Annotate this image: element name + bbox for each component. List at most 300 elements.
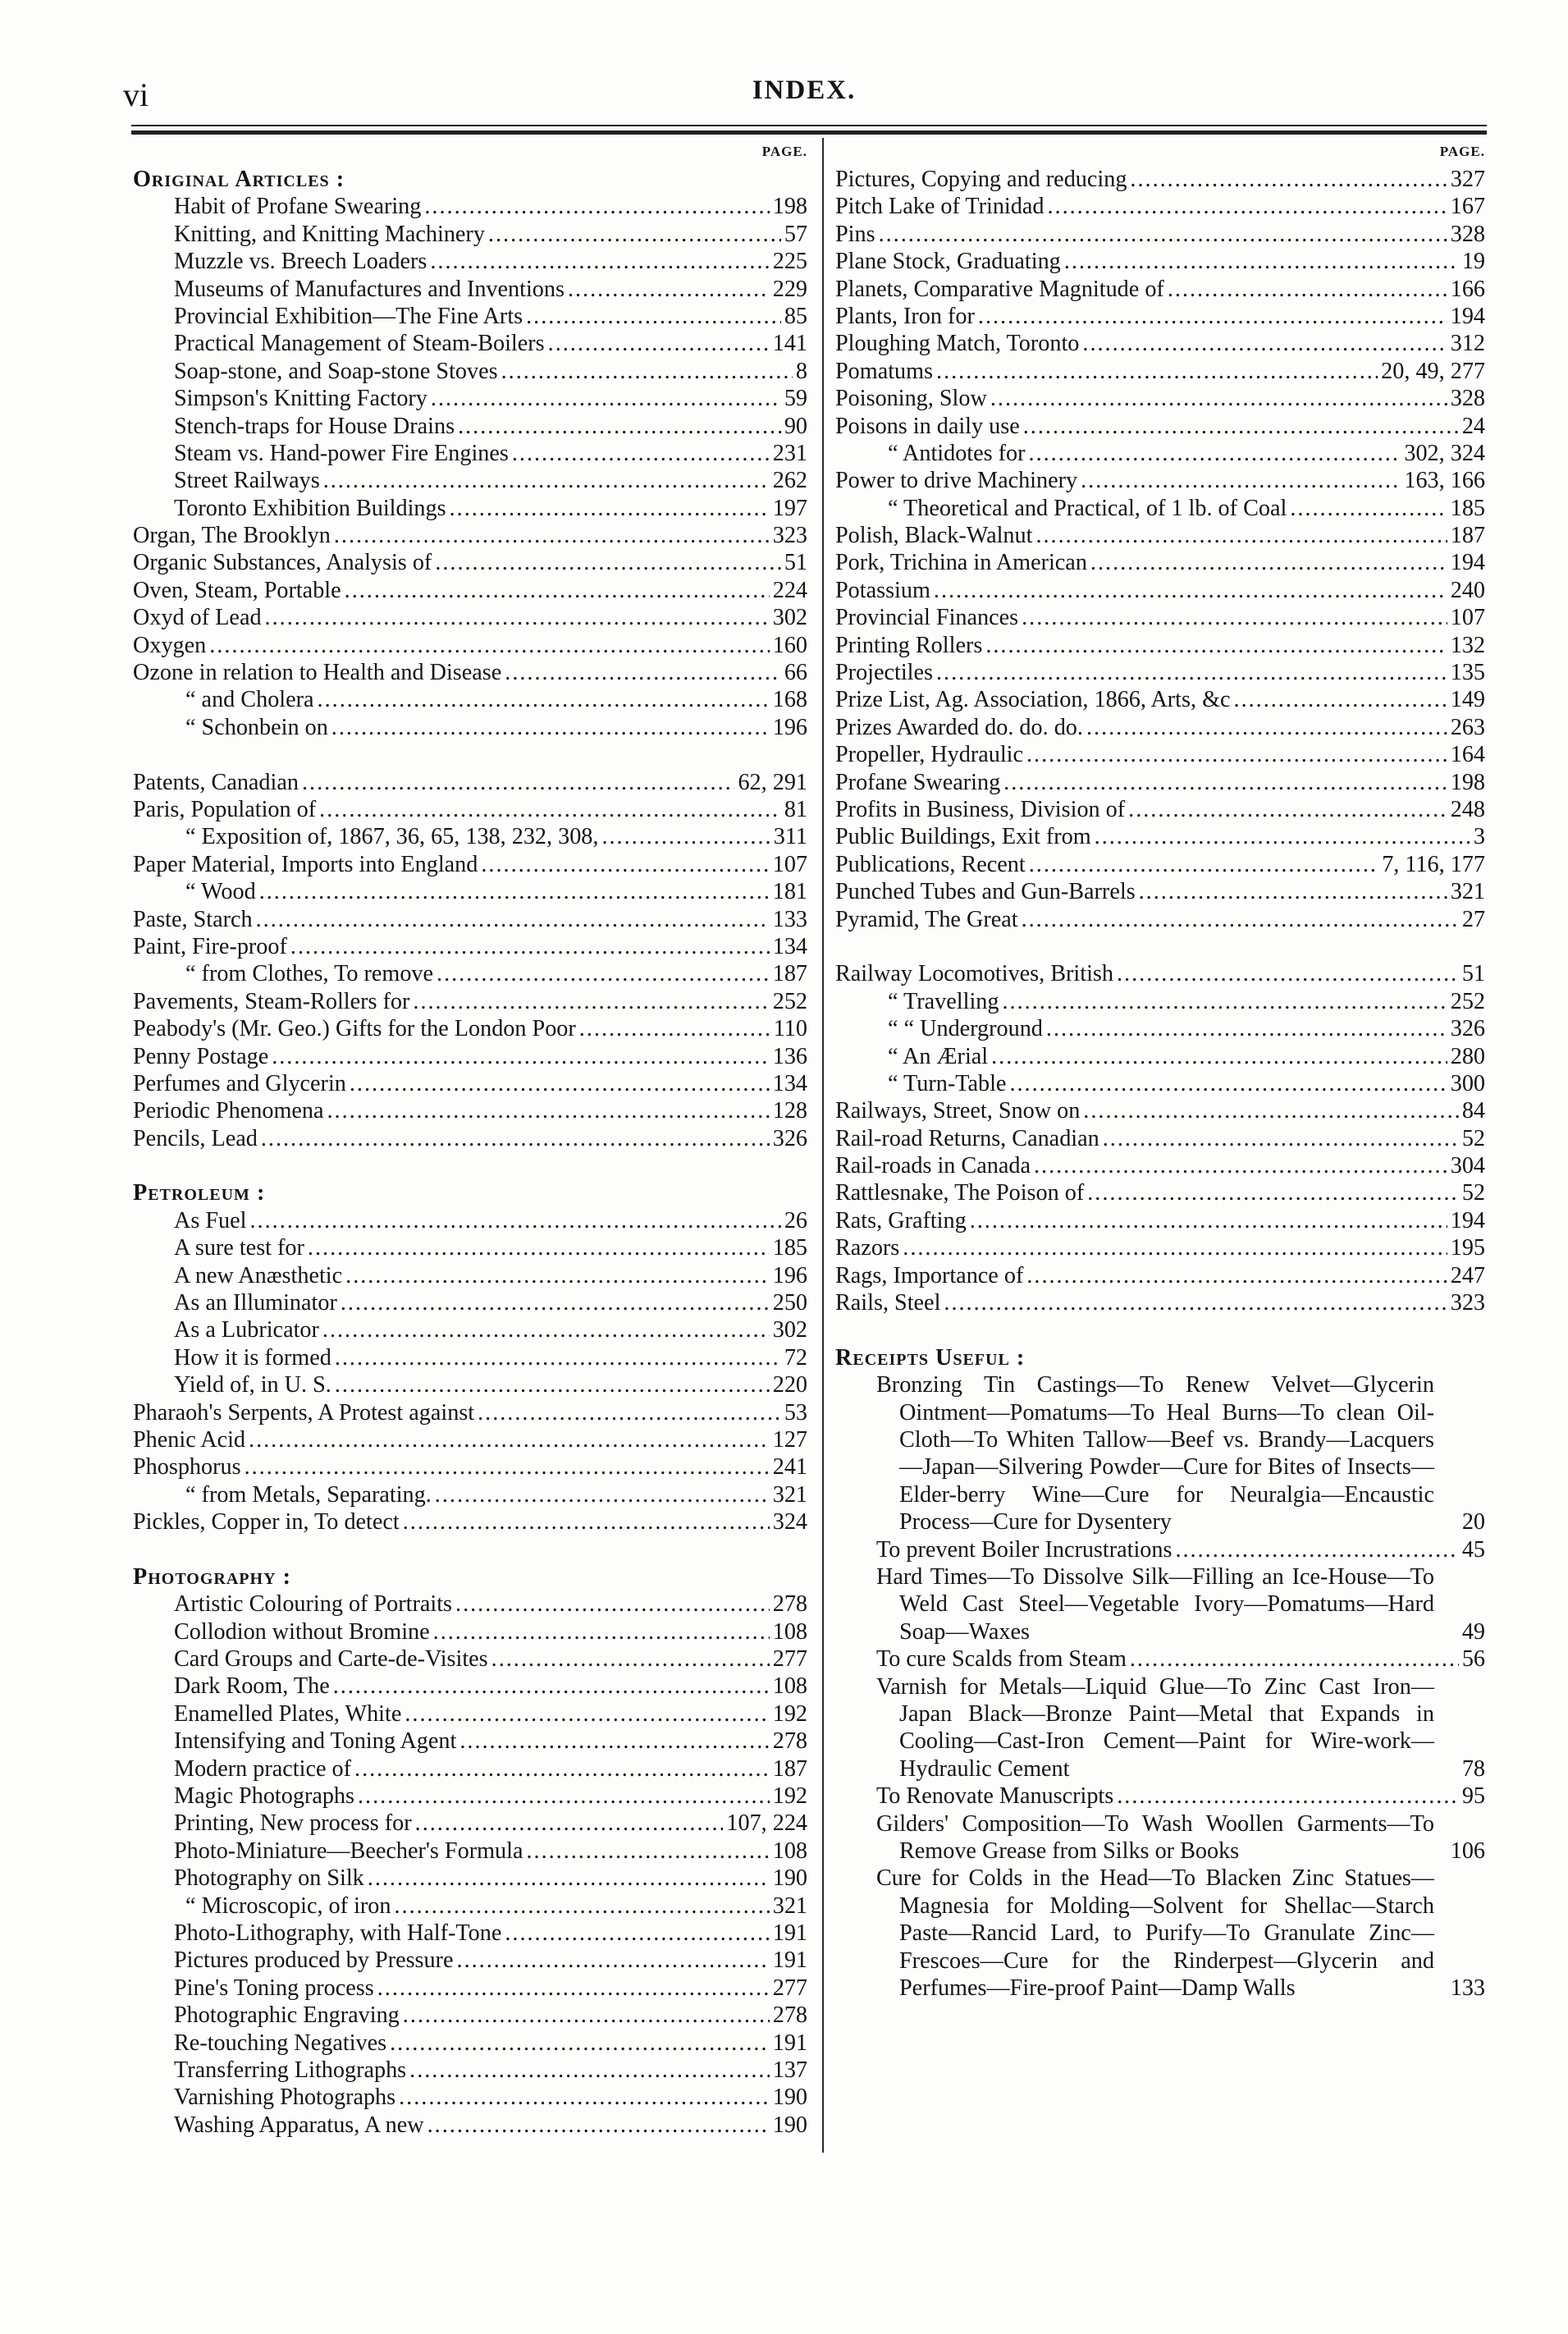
dot-leader <box>1035 522 1447 549</box>
entry-page: 141 <box>772 331 807 357</box>
entry-text: As Fuel <box>174 1207 247 1233</box>
entry-text: Power to drive Machinery <box>835 468 1078 494</box>
entry-text: Street Railways <box>174 468 320 494</box>
entry-page: 312 <box>1450 331 1485 357</box>
entry-text: “ Turn-Table <box>888 1070 1007 1096</box>
dot-leader <box>433 1618 770 1645</box>
index-entry <box>835 1152 1485 1179</box>
dot-leader <box>308 1234 770 1261</box>
dot-leader <box>341 1289 770 1316</box>
index-entry <box>835 1289 1485 1316</box>
dot-leader <box>1139 878 1447 905</box>
entry-text: Public Buildings, Exit from <box>835 824 1091 850</box>
entry-text: Potassium <box>835 577 930 603</box>
entry-text: Practical Management of Steam-Boilers <box>174 331 545 357</box>
index-entry <box>133 1207 807 1234</box>
entry-page: 185 <box>772 1235 807 1261</box>
dot-leader <box>1022 604 1447 631</box>
dot-leader <box>459 1728 769 1755</box>
dot-leader <box>1081 467 1401 494</box>
entry-page: 224 <box>772 577 807 603</box>
index-entry <box>133 1043 807 1070</box>
dot-leader <box>265 604 770 631</box>
entry-page: 57 <box>784 221 807 247</box>
dot-leader <box>1087 1179 1459 1206</box>
entry-text: “ Exposition of, 1867, 36, 65, 138, 232, 308, <box>185 824 599 850</box>
index-entry <box>133 221 807 248</box>
entry-text: Profane Swearing <box>835 769 1001 795</box>
entry-page: 20, 49, 277 <box>1381 358 1485 384</box>
entry-page: 328 <box>1450 221 1485 247</box>
entry-text: Rats, Grafting <box>835 1207 967 1233</box>
entry-page: 107 <box>772 851 807 877</box>
dot-leader <box>249 1426 770 1453</box>
entry-page: 8 <box>795 358 807 384</box>
entry-page: 133 <box>772 906 807 932</box>
entry-text: Museums of Manufactures and Inventions <box>174 276 565 302</box>
entry-text: Pictures produced by Pressure <box>174 1947 454 1974</box>
entry-page: 132 <box>1450 632 1485 658</box>
dot-leader <box>399 2084 770 2111</box>
index-entry <box>133 604 807 631</box>
dot-leader <box>512 440 770 467</box>
dot-leader <box>505 659 781 686</box>
index-entry <box>133 1920 807 1947</box>
index-entry <box>133 358 807 385</box>
index-entry <box>835 413 1485 440</box>
entry-page: 194 <box>1450 550 1485 576</box>
section-heading: Receipts Useful : <box>835 1344 1026 1371</box>
entry-text: Planets, Comparative Magnitude of <box>835 276 1164 302</box>
index-entry <box>133 1453 807 1480</box>
entry-text: Railways, Street, Snow on <box>835 1098 1081 1124</box>
entry-page: 304 <box>1450 1153 1485 1179</box>
entry-page: 191 <box>772 1920 807 1946</box>
entry-page: 302 <box>772 605 807 631</box>
dot-leader <box>1128 796 1447 823</box>
index-entry <box>133 1262 807 1289</box>
page-column-label: PAGE. <box>1439 144 1485 159</box>
entry-text: Rags, Importance of <box>835 1262 1024 1288</box>
dot-leader <box>526 303 781 330</box>
dot-leader <box>1047 193 1447 220</box>
index-entry <box>133 1673 807 1700</box>
index-entry <box>835 1783 1485 1810</box>
index-entry <box>835 495 1485 522</box>
entry-page: 241 <box>772 1454 807 1480</box>
index-entry <box>133 1289 807 1316</box>
index-entry <box>133 2057 807 2084</box>
dot-leader <box>481 851 769 878</box>
index-entry <box>133 878 807 905</box>
dot-leader <box>936 659 1447 686</box>
dot-leader <box>548 330 770 357</box>
entry-page: 20 <box>1461 1509 1485 1535</box>
entry-page: 90 <box>784 413 807 439</box>
entry-text: Printing Rollers <box>835 632 983 658</box>
index-entry <box>835 906 1485 933</box>
entry-text: Phenic Acid <box>133 1426 246 1453</box>
entry-page: 187 <box>772 1755 807 1782</box>
dot-leader <box>435 1481 770 1508</box>
dot-leader <box>1064 248 1459 275</box>
index-entry-paragraph <box>835 1865 1485 2002</box>
entry-text: “ Schonbein on <box>185 714 328 740</box>
section-heading: Petroleum : <box>133 1180 266 1206</box>
entry-text: Habit of Profane Swearing <box>174 194 422 220</box>
entry-page: 277 <box>772 1975 807 2001</box>
entry-text: Plane Stock, Graduating <box>835 249 1061 275</box>
index-entry <box>835 522 1485 549</box>
entry-text: Patents, Canadian <box>133 769 299 795</box>
page-header <box>123 76 1485 113</box>
entry-page: 321 <box>772 1481 807 1508</box>
entry-page: 163, 166 <box>1404 468 1485 494</box>
dot-leader <box>491 1645 770 1673</box>
index-entry <box>133 851 807 878</box>
entry-text: Pharaoh's Serpents, A Protest against <box>133 1399 475 1426</box>
index-entry <box>835 276 1485 303</box>
entry-text: Steam vs. Hand-power Fire Engines <box>174 440 509 466</box>
dot-leader <box>985 632 1447 659</box>
section-gap <box>133 741 807 768</box>
dot-leader <box>323 467 770 494</box>
index-entry <box>835 440 1485 467</box>
index-entry <box>835 1097 1485 1124</box>
dot-leader <box>1095 823 1470 850</box>
dot-leader <box>261 1125 770 1152</box>
dot-leader <box>1002 988 1447 1015</box>
index-entry <box>835 714 1485 741</box>
entry-page: 164 <box>1450 742 1485 768</box>
index-entry <box>133 1371 807 1398</box>
entry-page: 280 <box>1450 1043 1485 1069</box>
index-entry <box>133 988 807 1015</box>
entry-text: Pyramid, The Great <box>835 906 1018 932</box>
index-entry <box>133 1755 807 1783</box>
entry-text: Collodion without Bromine <box>174 1618 430 1645</box>
entry-page: 196 <box>772 1262 807 1288</box>
entry-text: Poisons in daily use <box>835 413 1020 439</box>
index-entry <box>835 1262 1485 1289</box>
entry-text: Phosphorus <box>133 1454 241 1480</box>
entry-text: Artistic Colouring of Portraits <box>174 1591 453 1618</box>
dot-leader <box>403 2002 770 2029</box>
entry-text: A sure test for <box>174 1235 304 1261</box>
dot-leader <box>327 1097 770 1124</box>
entry-page: 19 <box>1461 249 1485 275</box>
index-entry <box>835 193 1485 220</box>
dot-leader <box>1130 1645 1459 1673</box>
entry-text: Plants, Iron for <box>835 303 975 329</box>
entry-page: 168 <box>772 687 807 713</box>
entry-page: 194 <box>1450 1207 1485 1233</box>
index-entry-paragraph <box>835 1371 1485 1535</box>
entry-text: Bronzing Tin Castings—To Renew Velvet—Glycerin Ointment—Pomatums—To Heal Burns—To clean Oil-Cloth—To Whiten Tallow—Beef vs. Brandy—Lacquers—Japan—Silvering Powder—Cure for Bites of Insects—Elder-berry Wine—Cure for Neuralgia—Encaustic Process—Cure for Dysentery <box>876 1372 1434 1535</box>
entry-text: Pictures, Copying and reducing <box>835 167 1127 192</box>
dot-leader <box>1086 714 1447 741</box>
dot-leader <box>1117 960 1459 987</box>
dot-leader <box>245 1453 770 1480</box>
entry-page: 136 <box>772 1043 807 1069</box>
index-entry <box>133 1234 807 1261</box>
index-column-right <box>835 138 1485 2002</box>
entry-page: 108 <box>772 1837 807 1864</box>
entry-text: Varnishing Photographs <box>174 2085 396 2111</box>
dot-leader <box>437 960 770 987</box>
index-entry-paragraph <box>835 1810 1485 1865</box>
entry-text: Transferring Lithographs <box>174 2057 407 2083</box>
entry-page: 187 <box>1450 523 1485 549</box>
entry-page: 108 <box>772 1673 807 1700</box>
index-entry <box>835 1234 1485 1261</box>
index-entry <box>133 823 807 850</box>
index-entry <box>835 604 1485 631</box>
entry-text: Pencils, Lead <box>133 1125 258 1151</box>
entry-text: Pine's Toning process <box>174 1975 374 2001</box>
index-entry-paragraph <box>835 1673 1485 1783</box>
entry-page: 326 <box>1450 1016 1485 1042</box>
entry-page: 45 <box>1461 1536 1485 1563</box>
index-entry <box>835 166 1485 193</box>
entry-text: As an Illuminator <box>174 1290 337 1316</box>
entry-text: “ Antidotes for <box>888 440 1026 466</box>
dot-leader <box>424 193 769 220</box>
running-title: INDEX. <box>752 76 857 105</box>
entry-page: 195 <box>1450 1235 1485 1261</box>
entry-text: Rail-roads in Canada <box>835 1153 1031 1179</box>
dot-leader <box>1117 1783 1459 1810</box>
page-folio: vi <box>123 76 149 113</box>
index-entry <box>835 741 1485 768</box>
entry-page: 247 <box>1450 1262 1485 1288</box>
entry-page: 107, 224 <box>726 1810 807 1837</box>
entry-page: 190 <box>772 2085 807 2111</box>
dot-leader <box>1082 330 1447 357</box>
entry-text: Rail-road Returns, Canadian <box>835 1125 1099 1151</box>
entry-page: 3 <box>1473 824 1485 850</box>
dot-leader <box>435 549 781 576</box>
index-entry <box>133 714 807 741</box>
entry-text: Penny Postage <box>133 1043 269 1069</box>
dot-leader <box>450 495 770 522</box>
dot-leader <box>601 823 770 850</box>
index-entry <box>133 1070 807 1097</box>
dot-leader <box>1130 166 1447 193</box>
entry-text: How it is formed <box>174 1344 331 1371</box>
index-entry <box>133 2002 807 2029</box>
index-entry <box>835 878 1485 905</box>
entry-page: 134 <box>772 1070 807 1096</box>
index-entry <box>835 549 1485 576</box>
entry-text: Pickles, Copper in, To detect <box>133 1509 400 1535</box>
entry-text: Oven, Steam, Portable <box>133 577 341 603</box>
entry-page: 302 <box>772 1317 807 1343</box>
dot-leader <box>331 714 770 741</box>
entry-page: 302, 324 <box>1404 440 1485 466</box>
dot-leader <box>405 1700 769 1728</box>
entry-page: 323 <box>772 523 807 549</box>
dot-leader <box>978 303 1447 330</box>
dot-leader <box>209 632 769 659</box>
index-entry <box>133 796 807 823</box>
entry-page: 85 <box>784 303 807 329</box>
entry-text: Periodic Phenomena <box>133 1098 324 1124</box>
entry-page: 278 <box>772 1591 807 1618</box>
index-entry <box>133 2030 807 2057</box>
entry-page: 262 <box>772 468 807 494</box>
dot-leader <box>1022 906 1459 933</box>
entry-text: Prizes Awarded do. do. do. <box>835 714 1083 740</box>
index-entry <box>133 1728 807 1755</box>
index-entry <box>133 495 807 522</box>
entry-text: Paper Material, Imports into England <box>133 851 478 877</box>
dot-leader <box>335 1344 781 1371</box>
entry-page: 250 <box>772 1290 807 1316</box>
dot-leader <box>354 1755 770 1783</box>
entry-text: Oxyd of Lead <box>133 605 262 631</box>
entry-page: 137 <box>772 2057 807 2083</box>
entry-text: Razors <box>835 1235 900 1261</box>
entry-text: Knitting, and Knitting Machinery <box>174 221 485 247</box>
index-entry <box>835 1125 1485 1152</box>
index-entry <box>133 1426 807 1453</box>
dot-leader <box>488 221 781 248</box>
index-entry <box>133 2112 807 2139</box>
index-entry <box>835 796 1485 823</box>
entry-page: 324 <box>772 1509 807 1535</box>
dot-leader <box>579 1015 770 1042</box>
index-entry <box>133 1892 807 1920</box>
dot-leader <box>1090 549 1447 576</box>
entry-text: Pomatums <box>835 358 934 384</box>
dot-leader <box>1083 1097 1459 1124</box>
entry-page: 181 <box>772 879 807 905</box>
entry-text: “ Theoretical and Practical, of 1 lb. of Coal <box>888 495 1287 521</box>
entry-page: 191 <box>772 2030 807 2056</box>
entry-text: Prize List, Ag. Association, 1866, Arts, &c <box>835 687 1231 713</box>
index-entry <box>835 686 1485 713</box>
entry-page: 321 <box>1450 879 1485 905</box>
entry-page: 62, 291 <box>738 769 807 795</box>
entry-page: 327 <box>1450 167 1485 192</box>
entry-page: 106 <box>1450 1838 1485 1865</box>
index-entry <box>133 1947 807 1974</box>
entry-text: Toronto Exhibition Buildings <box>174 495 446 521</box>
entry-page: 192 <box>772 1783 807 1810</box>
dot-leader <box>318 686 770 713</box>
dot-leader <box>334 522 770 549</box>
dot-leader <box>345 577 770 604</box>
entry-page: 166 <box>1450 276 1485 302</box>
dot-leader <box>455 1590 770 1618</box>
index-entry <box>133 467 807 494</box>
dot-leader <box>1103 1125 1459 1152</box>
index-entry <box>133 193 807 220</box>
entry-page: 53 <box>784 1399 807 1426</box>
section-heading: Photography : <box>133 1563 291 1590</box>
entry-page: 192 <box>772 1700 807 1727</box>
index-entry <box>835 467 1485 494</box>
index-entry <box>133 330 807 357</box>
index-entry <box>835 1070 1485 1097</box>
entry-text: Intensifying and Toning Agent <box>174 1728 457 1755</box>
entry-text: Projectiles <box>835 660 933 686</box>
index-entry <box>835 358 1485 385</box>
dot-leader <box>322 1316 770 1343</box>
index-entry <box>133 1097 807 1124</box>
entry-page: 133 <box>1450 1975 1485 2002</box>
index-entry <box>133 276 807 303</box>
entry-text: “ Microscopic, of iron <box>185 1892 391 1919</box>
dot-leader <box>1046 1015 1447 1042</box>
index-entry <box>133 1481 807 1508</box>
entry-page: 225 <box>772 249 807 275</box>
dot-leader <box>903 1234 1447 1261</box>
dot-leader <box>403 1508 770 1535</box>
index-entry <box>133 1508 807 1535</box>
entry-text: Muzzle vs. Breech Loaders <box>174 249 427 275</box>
index-entry <box>133 577 807 604</box>
dot-leader <box>430 248 769 275</box>
entry-text: Paint, Fire-proof <box>133 933 287 959</box>
header-rule-thick <box>131 130 1487 135</box>
dot-leader <box>568 276 770 303</box>
entry-page: 78 <box>1461 1755 1485 1782</box>
dot-leader <box>431 385 781 412</box>
entry-text: Oxygen <box>133 632 207 658</box>
dot-leader <box>333 1673 770 1700</box>
entry-page: 52 <box>1461 1125 1485 1151</box>
dot-leader <box>377 1975 770 2002</box>
entry-page: 49 <box>1461 1618 1485 1645</box>
entry-text: Propeller, Hydraulic <box>835 742 1023 768</box>
entry-page: 190 <box>772 1865 807 1892</box>
entry-text: Poisoning, Slow <box>835 386 987 412</box>
index-entry <box>133 1975 807 2002</box>
index-entry <box>133 1645 807 1673</box>
entry-text: Peabody's (Mr. Geo.) Gifts for the London Poor <box>133 1016 576 1042</box>
index-entry <box>133 659 807 686</box>
index-entry <box>133 686 807 713</box>
entry-page: 127 <box>772 1426 807 1453</box>
dot-leader <box>1023 413 1459 440</box>
index-entry <box>133 413 807 440</box>
dot-leader <box>991 1043 1447 1070</box>
entry-page: 263 <box>1450 714 1485 740</box>
entry-text: “ Wood <box>185 879 256 905</box>
entry-text: Soap-stone, and Soap-stone Stoves <box>174 358 498 384</box>
entry-text: Photographic Engraving <box>174 2002 400 2029</box>
index-entry <box>133 632 807 659</box>
entry-text: Pitch Lake of Trinidad <box>835 194 1045 220</box>
index-entry <box>133 1700 807 1728</box>
index-entry <box>835 385 1485 412</box>
dot-leader <box>457 1947 770 1974</box>
entry-text: Perfumes and Glycerin <box>133 1070 346 1096</box>
entry-page: 167 <box>1450 194 1485 220</box>
index-entry <box>133 303 807 330</box>
entry-text: Pavements, Steam-Rollers for <box>133 988 410 1014</box>
dot-leader <box>501 358 793 385</box>
dot-leader <box>1026 741 1447 768</box>
entry-text: Hard Times—To Dissolve Silk—Filling an Ice-House—To Weld Cast Steel—Vegetable Ivory—Pomatums—Hard Soap—Waxes <box>876 1564 1434 1645</box>
entry-text: Provincial Exhibition—The Fine Arts <box>174 303 523 329</box>
entry-page: 220 <box>772 1372 807 1398</box>
entry-page: 24 <box>1461 413 1485 439</box>
entry-text: Simpson's Knitting Factory <box>174 386 427 412</box>
entry-page: 160 <box>772 632 807 658</box>
